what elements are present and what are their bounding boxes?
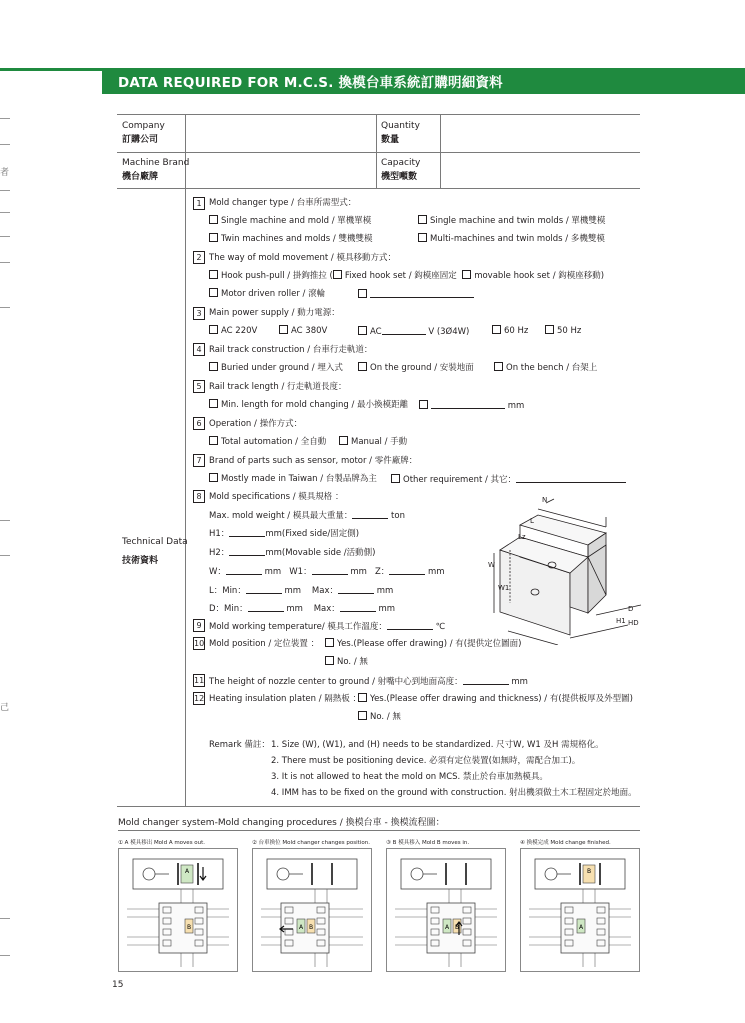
remark-item: 3. It is not allowed to heat the mold on MCS. 禁止於台車加熱模具。 (271, 772, 548, 782)
option-single-machine-twin-molds[interactable] (418, 215, 605, 227)
checkbox[interactable] (462, 270, 471, 279)
checkbox[interactable] (325, 656, 334, 665)
blank-field[interactable] (229, 546, 265, 556)
dim-label-hd: HD (628, 619, 639, 627)
remark-item: 1. Size (W), (W1), and (H) needs to be standardized. 尺寸W, W1 及H 需規格化。 (271, 740, 604, 750)
quantity-label: Quantity (381, 121, 420, 131)
checkbox[interactable] (358, 326, 367, 335)
mold-letter: B (186, 924, 192, 931)
checkbox[interactable] (358, 711, 367, 720)
mold-letter: B (454, 924, 460, 931)
remark-label: Remark 備註： (209, 740, 270, 750)
table-col-rule (376, 114, 377, 188)
unit-label: mm (264, 567, 282, 577)
page-number: 15 (112, 980, 124, 990)
blank-field[interactable] (312, 565, 348, 575)
blank-field[interactable] (387, 620, 433, 630)
field-label: Max： (313, 604, 340, 614)
checkbox[interactable] (339, 436, 348, 445)
option-hook-push-pull[interactable] (209, 270, 604, 282)
item-4-title: Rail track construction / 台車行走軌道： (209, 345, 373, 355)
blank-field[interactable] (352, 509, 388, 519)
quantity-field[interactable] (443, 116, 638, 150)
quantity-label-zh: 數量 (381, 135, 400, 145)
blank-field[interactable] (340, 602, 376, 612)
procedures-title: Mold changer system-Mold changing procedures / 換模台車 - 換模流程圖： (118, 818, 445, 828)
margin-tick (0, 955, 10, 956)
checkbox[interactable] (494, 362, 503, 371)
table-rule-bottom (117, 806, 640, 807)
mold-letter: A (298, 924, 304, 931)
checkbox[interactable] (418, 233, 427, 242)
option-total-automation[interactable] (209, 436, 326, 448)
item-3-title: Main power supply / 動力電源： (209, 308, 340, 318)
margin-tick (0, 212, 10, 213)
field-label: H2： (209, 548, 230, 558)
d-row (209, 602, 395, 615)
blank-field[interactable] (226, 565, 262, 575)
item-number: 6 (193, 417, 205, 430)
company-label: Company (122, 121, 165, 131)
item-number: 5 (193, 380, 205, 393)
option-ac-custom[interactable] (358, 325, 469, 338)
option-label: On the ground / 安裝地面 (370, 363, 474, 373)
checkbox[interactable] (358, 693, 367, 702)
dim-label-h1: H1 (616, 617, 626, 625)
blank-field[interactable] (431, 399, 505, 409)
option-label: Total automation / 全自動 (221, 437, 327, 447)
procedure-step-panel (118, 848, 238, 972)
procedure-step-caption: ① A 模具移出 Mold A moves out. (118, 840, 206, 846)
checkbox[interactable] (545, 325, 554, 334)
field-label: Max. mold weight / 模具最大重量： (209, 511, 353, 521)
blank-field[interactable] (389, 565, 425, 575)
checkbox[interactable] (492, 325, 501, 334)
item-8-title: Mold specifications / 模具規格 ： (209, 492, 344, 502)
option-on-bench[interactable] (494, 362, 597, 374)
option-label: Mostly made in Taiwan / 台製品牌為主 (221, 474, 377, 484)
option-other-movement[interactable] (358, 288, 474, 301)
item-number: 12 (194, 694, 205, 703)
option-label: AC 220V (221, 326, 258, 336)
option-ac220[interactable] (209, 325, 257, 337)
field-label: W： (209, 567, 226, 577)
item-2-title: The way of mold movement / 模具移動方式： (209, 253, 396, 263)
h2-row (209, 546, 375, 559)
item-9-title: Mold working temperature/ 模具工作溫度： (209, 622, 387, 632)
dim-label-w: W (488, 561, 495, 569)
machine-brand-field[interactable] (188, 154, 374, 186)
checkbox[interactable] (209, 270, 218, 279)
unit-label: mm (507, 401, 525, 411)
option-label: Yes.(Please offer drawing and thickness) / 有(提供板厚及外型圖) (370, 694, 633, 704)
checkbox[interactable] (209, 362, 218, 371)
option-label: Single machine and mold / 單機單模 (221, 216, 372, 226)
option-insulation-no[interactable] (358, 711, 401, 723)
option-min-length[interactable] (209, 399, 408, 411)
option-label: Manual / 手動 (351, 437, 408, 447)
unit-label: ton (391, 511, 405, 521)
mold-letter: A (578, 924, 584, 931)
item-9-row (209, 620, 445, 633)
option-single-machine-mold[interactable] (209, 215, 371, 227)
option-label: On the bench / 台架上 (506, 363, 598, 373)
company-field[interactable] (188, 116, 374, 150)
unit-label: ℃ (435, 622, 446, 632)
table-rule (117, 188, 640, 189)
blank-field[interactable] (382, 325, 426, 335)
option-other-requirement[interactable] (391, 473, 626, 486)
option-label: Other requirement / 其它： (403, 475, 517, 485)
item-number: 11 (194, 676, 205, 685)
option-on-ground[interactable] (358, 362, 474, 374)
margin-tick (0, 918, 10, 919)
procedure-step-panel (520, 848, 640, 972)
option-label: V (3Ø4W) (428, 327, 470, 337)
option-label: No. / 無 (337, 657, 368, 667)
dim-label-lz: Lz (518, 533, 526, 541)
option-50hz[interactable] (545, 325, 581, 337)
procedure-step-panel (252, 848, 372, 972)
item-number: 10 (194, 639, 205, 648)
checkbox[interactable] (209, 325, 218, 334)
machine-brand-label-zh: 機台廠牌 (122, 172, 159, 182)
dim-label-l: L (530, 517, 534, 525)
blank-field[interactable] (516, 473, 626, 483)
unit-label: mm (376, 586, 394, 596)
item-5-title: Rail track length / 行走軌道長度： (209, 382, 347, 392)
option-ac380[interactable] (279, 325, 327, 337)
checkbox[interactable] (391, 474, 400, 483)
dim-label-n: N (542, 496, 548, 504)
machine-brand-label: Machine Brand (122, 158, 190, 168)
blank-field[interactable] (229, 527, 265, 537)
checkbox[interactable] (209, 473, 218, 482)
item-number: 1 (193, 197, 205, 210)
option-label: Single machine and twin molds / 單機雙模 (430, 216, 606, 226)
item-6-title: Operation / 操作方式： (209, 419, 303, 429)
procedure-illustration (119, 849, 237, 971)
field-label: H1： (209, 529, 230, 539)
option-manual[interactable] (339, 436, 407, 448)
blank-field[interactable] (370, 288, 474, 298)
technical-data-label-zh: 技術資料 (122, 556, 159, 566)
item-number: 2 (193, 251, 205, 264)
unit-label: mm (378, 604, 396, 614)
option-60hz[interactable] (492, 325, 528, 337)
capacity-label: Capacity (381, 158, 421, 168)
capacity-label-zh: 機型噸數 (381, 172, 418, 182)
blank-field[interactable] (248, 602, 284, 612)
option-twin-machines-molds[interactable] (209, 233, 372, 245)
item-10-title: Mold position / 定位裝置 ： (209, 639, 320, 649)
option-label: movable hook set / 鈎模座移動) (474, 271, 605, 281)
option-label: Multi-machines and twin molds / 多機雙模 (430, 234, 605, 244)
remark-item: 4. IMM has to be fixed on the ground with construction. 射出機須做土木工程固定於地面。 (271, 788, 637, 798)
margin-tick (0, 190, 10, 191)
unit-label: mm (350, 567, 367, 577)
margin-tick (0, 144, 10, 145)
unit-label: mm (286, 604, 303, 614)
procedure-step-caption: ④ 換模完成 Mold change finished. (520, 840, 611, 846)
option-label: Buried under ground / 埋入式 (221, 363, 343, 373)
h1-row (209, 527, 359, 540)
option-buried[interactable] (209, 362, 343, 374)
remark-item: 2. There must be positioning device. 必須有定位裝置(如無時，需配合加工)。 (271, 756, 581, 766)
mold-letter: B (586, 868, 592, 875)
item-11-title: The height of nozzle center to ground / 射嘴中心到地面高度： (209, 677, 463, 687)
procedure-illustration (521, 849, 639, 971)
l-row (209, 584, 393, 597)
item-number: 7 (193, 454, 205, 467)
option-position-yes[interactable] (325, 638, 521, 650)
option-length-value[interactable] (419, 399, 524, 412)
checkbox[interactable] (325, 638, 334, 647)
margin-tick (0, 262, 10, 263)
item-number: 4 (193, 343, 205, 356)
item-7-title: Brand of parts such as sensor, motor / 零件廠牌： (209, 456, 418, 466)
option-multi-machines[interactable] (418, 233, 605, 245)
mold-dimension-diagram (478, 495, 643, 645)
unit-label: mm(Movable side /活動側) (265, 548, 376, 558)
unit-label: mm (428, 567, 445, 577)
table-col-rule (185, 114, 186, 806)
blank-field[interactable] (246, 584, 282, 594)
option-label: Yes.(Please offer drawing) / 有(提供定位圖面) (337, 639, 522, 649)
option-label: AC 380V (291, 326, 328, 336)
checkbox[interactable] (209, 288, 218, 297)
margin-tick (0, 118, 10, 119)
unit-label: mm (511, 677, 528, 687)
checkbox[interactable] (358, 289, 367, 298)
procedure-step-caption: ② 台車換位 Mold changer changes position. (252, 840, 370, 846)
item-number: 9 (193, 619, 205, 632)
max-mold-weight-row (209, 509, 405, 522)
option-label: No. / 無 (370, 712, 401, 722)
procedure-step-panel (386, 848, 506, 972)
option-label: Fixed hook set / 鈎模座固定 (344, 271, 457, 281)
table-rule-top (117, 114, 640, 115)
field-label: L：Min： (209, 586, 246, 596)
blank-field[interactable] (338, 584, 374, 594)
procedure-step-caption: ③ B 模具移入 Mold B moves in. (386, 840, 470, 846)
item-number: 3 (193, 307, 205, 320)
option-label: 50 Hz (557, 326, 582, 336)
item-1-title: Mold changer type / 台車所需型式： (209, 198, 357, 208)
table-rule (117, 152, 640, 153)
item-number: 8 (193, 490, 205, 503)
dim-label-d: D (628, 605, 634, 613)
procedure-illustration (387, 849, 505, 971)
table-col-rule (440, 114, 441, 188)
option-insulation-yes[interactable] (358, 693, 633, 705)
capacity-field[interactable] (443, 154, 638, 186)
company-label-zh: 訂購公司 (122, 135, 159, 145)
unit-label: mm(Fixed side/固定側) (265, 529, 360, 539)
procedures-rule (118, 830, 640, 831)
option-label: Motor driven roller / 滾輪 (221, 289, 326, 299)
field-label: W1： (289, 567, 312, 577)
item-12-title: Heating insulation platen / 隔熱板 ： (209, 694, 362, 704)
technical-data-label: Technical Data (122, 537, 188, 547)
checkbox[interactable] (209, 399, 218, 408)
option-taiwan-brand[interactable] (209, 473, 377, 485)
option-motor-roller[interactable] (209, 288, 325, 300)
w-row (209, 565, 445, 578)
item-11-row (209, 675, 528, 688)
dim-label-w1: W1 (498, 584, 510, 592)
margin-tick (0, 236, 10, 237)
field-label: D：Min： (209, 604, 248, 614)
checkbox[interactable] (418, 215, 427, 224)
side-char: 己 (0, 703, 10, 713)
mold-letter: A (444, 924, 450, 931)
page-title: DATA REQUIRED FOR M.C.S. 換模台車系統訂購明細資料 (118, 75, 503, 91)
side-char: 者 (0, 168, 10, 178)
checkbox[interactable] (209, 215, 218, 224)
procedure-illustration (253, 849, 371, 971)
checkbox[interactable] (209, 436, 218, 445)
checkbox[interactable] (358, 362, 367, 371)
checkbox[interactable] (279, 325, 288, 334)
option-label: Twin machines and molds / 雙機雙模 (221, 234, 373, 244)
option-label: Min. length for mold changing / 最小換模距離 (221, 400, 409, 410)
checkbox[interactable] (419, 400, 428, 409)
margin-tick (0, 520, 10, 521)
unit-label: mm (284, 586, 302, 596)
mold-letter: A (184, 868, 190, 875)
blank-field[interactable] (463, 675, 509, 685)
field-label: Z： (374, 567, 390, 577)
checkbox[interactable] (333, 270, 342, 279)
margin-tick (0, 307, 10, 308)
option-position-no[interactable] (325, 656, 368, 668)
option-label: Hook push-pull / 掛鉤推拉 ( (221, 271, 333, 281)
field-label: Max： (311, 586, 338, 596)
mold-letter: B (308, 924, 314, 931)
option-label: AC (370, 327, 382, 337)
margin-tick (0, 555, 10, 556)
option-label: 60 Hz (504, 326, 529, 336)
checkbox[interactable] (209, 233, 218, 242)
